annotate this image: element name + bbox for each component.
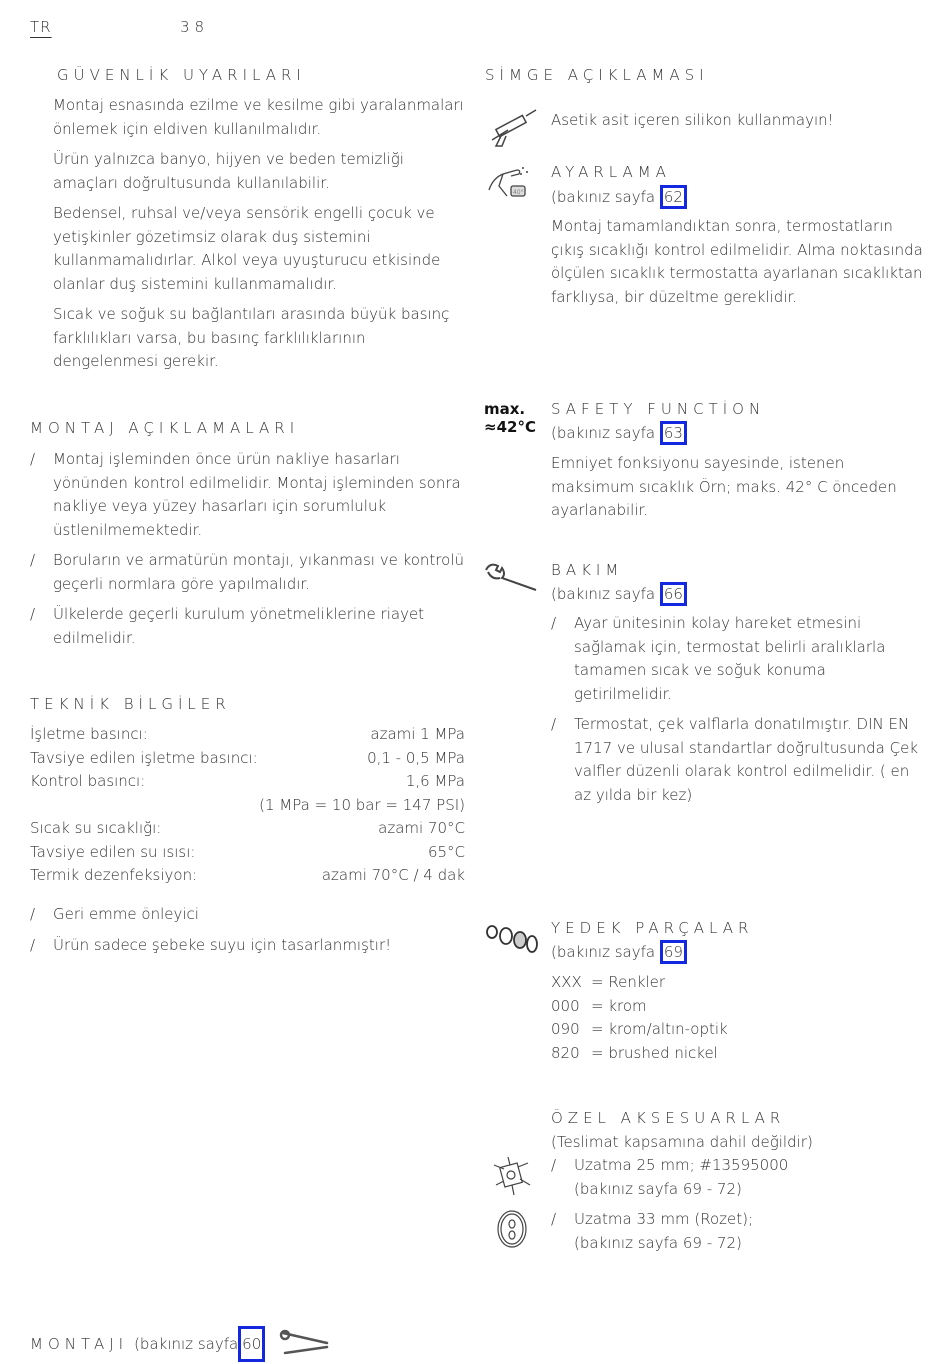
icon-max-label: max.	[484, 400, 526, 418]
list-item: / Ülkelerde geçerli kurulum yönetmeliklerine riayet edilmelidir.	[30, 605, 425, 647]
footer-title: MONTAJI	[30, 1335, 129, 1353]
spare-parts-list	[551, 971, 851, 1065]
safety-function-ref: (bakınız sayfa 63	[551, 421, 687, 445]
safety-paragraph: Montaj esnasında ezilme ve kesilme gibi yaralanmaları önlemek için eldiven kullanılmalıdır.	[53, 96, 464, 138]
mounting-title: MONTAJ AÇIKLAMALARI	[30, 419, 300, 437]
header	[30, 18, 230, 42]
accessories-subtitle: (Teslimat kapsamına dahil değildir)	[551, 1133, 813, 1151]
svg-text:40°: 40°	[513, 189, 524, 196]
technical-table	[30, 723, 465, 888]
footer-ref-text: (bakınız sayfa	[134, 1335, 239, 1353]
max-temperature-icon	[484, 400, 544, 436]
mounting-list	[30, 448, 465, 657]
hand-thermometer-icon	[487, 160, 537, 204]
maintenance-ref: (bakınız sayfa 66	[551, 582, 687, 606]
list-item: 000 = krom	[551, 996, 647, 1015]
safety-paragraphs	[53, 94, 465, 381]
page-number: 38	[180, 18, 210, 36]
language-code: TR	[30, 18, 52, 36]
list-item: / Geri emme önleyici	[30, 905, 199, 923]
accessory-line: Uzatma 25 mm; #13595000	[574, 1156, 789, 1174]
technical-title: TEKNİK BİLGİLER	[30, 695, 231, 713]
list-item: / Termostat, çek valflarla donatılmıştır. DIN EN 1717 ve ulusal standartlar doğrultusunda Çek valfler düzenli olarak kontrol edilmelidir. ( en az yılda bir kez)	[551, 715, 919, 804]
safety-function-body: Emniyet fonksiyonu sayesinde, istenen maksimum sıcaklık Örn; maks. 42° C önceden ayarlanabilir.	[551, 454, 897, 519]
list-item: / Boruların ve armatürün montajı, yıkanması ve kontrolü geçerli normlara göre yapılmalıdır.	[30, 551, 464, 593]
accessory-ref: (bakınız sayfa 69 - 72)	[574, 1179, 742, 1198]
table-row: Tavsiye edilen işletme basıncı: 0,1 - 0,5 MPa	[30, 748, 465, 767]
list-item: / Montaj işleminden önce ürün nakliye hasarları yönünden kontrol edilmelidir. Montaj işleminden sonra nakliye veya yüzey hasarları için sorumluluk üstlenilmemektedir.	[30, 450, 461, 539]
table-row: Kontrol basıncı: 1,6 MPa	[30, 772, 465, 790]
safety-paragraph: Sıcak ve soğuk su bağlantıları arasında büyük basınç farklılıkları varsa, bu basınç farklılıklarının dengelenmesi gerekir.	[53, 305, 450, 370]
maintenance-list	[551, 612, 923, 814]
page-link[interactable]: 66	[660, 582, 687, 606]
silicone-note: Asetik asit içeren silikon kullanmayın!	[551, 111, 834, 129]
table-row: (1 MPa = 10 bar = 147 PSI)	[259, 795, 465, 814]
silicone-gun-icon	[488, 104, 540, 150]
icon-temp-label: ≈42°C	[484, 418, 536, 436]
symbols-title: SİMGE AÇIKLAMASI	[485, 66, 709, 84]
spare-parts-title: YEDEK PARÇALAR	[551, 919, 754, 937]
safety-paragraph: Bedensel, ruhsal ve/veya sensörik engelli çocuk ve yetişkinler gözetimsiz olarak duş sistemini kullanmamalıdırlar. Alkol veya uyuşturucu etkisinde olanlar duş sistemini kullanmamalıdır.	[53, 204, 441, 293]
page-link[interactable]: 63	[660, 421, 687, 445]
footer-mounting	[30, 1326, 333, 1362]
adjust-body: Montaj tamamlandıktan sonra, termostatların çıkış sıcaklığı kontrol edilmelidir. Alma noktasında ölçülen sıcaklık termostatta ayarlanan sıcaklıktan farklıysa, bir düzeltme gereklidir.	[551, 217, 923, 306]
extension-kit-icon	[490, 1155, 532, 1197]
accessory-ref: (bakınız sayfa 69 - 72)	[574, 1233, 742, 1252]
table-row: Tavsiye edilen su ısısı: 65°C	[30, 842, 465, 861]
wrench-icon	[484, 560, 540, 596]
safety-paragraph: Ürün yalnızca banyo, hijyen ve beden temizliği amaçları doğrultusunda kullanılabilir.	[53, 150, 404, 192]
accessories-title: ÖZEL AKSESUARLAR	[551, 1109, 786, 1127]
technical-list	[30, 903, 465, 964]
page-link[interactable]: 69	[660, 940, 687, 964]
page-link[interactable]: 62	[660, 185, 687, 209]
spare-parts-icon	[484, 920, 542, 956]
page-link[interactable]: 60	[238, 1326, 265, 1362]
table-row: İşletme basıncı: azami 1 MPa	[30, 725, 465, 743]
list-item: / Ürün sadece şebeke suyu için tasarlanmıştır!	[30, 935, 392, 954]
table-row: Sıcak su sıcaklığı: azami 70°C	[30, 819, 465, 837]
list-item: 090 = krom/altın-optik	[551, 1020, 728, 1038]
safety-title: GÜVENLİK UYARILARI	[57, 66, 306, 84]
spare-parts-ref: (bakınız sayfa 69	[551, 940, 687, 964]
rosette-icon	[494, 1209, 530, 1249]
list-item: / Ayar ünitesinin kolay hareket etmesini sağlamak için, termostat belirli aralıklarla tamamen sıcak ve soğuk konuma getirilmelidir.	[551, 614, 886, 703]
list-item: XXX = Renkler	[551, 973, 666, 991]
tools-icon	[277, 1327, 333, 1361]
adjust-title: AYARLAMA	[551, 163, 671, 181]
maintenance-title: BAKIM	[551, 561, 624, 579]
safety-function-title: SAFETY FUNCTİON	[551, 400, 766, 418]
adjust-ref: (bakınız sayfa 62	[551, 185, 687, 209]
list-item: 820 = brushed nickel	[551, 1043, 718, 1062]
accessory-item-2: / Uzatma 33 mm (Rozet); (bakınız sayfa 69 - 72)	[551, 1210, 754, 1252]
accessory-line: Uzatma 33 mm (Rozet);	[574, 1210, 754, 1228]
accessory-item-1: / Uzatma 25 mm; #13595000 (bakınız sayfa 69 - 72)	[551, 1156, 789, 1198]
table-row: Termik dezenfeksiyon: azami 70°C / 4 dak	[30, 866, 465, 884]
